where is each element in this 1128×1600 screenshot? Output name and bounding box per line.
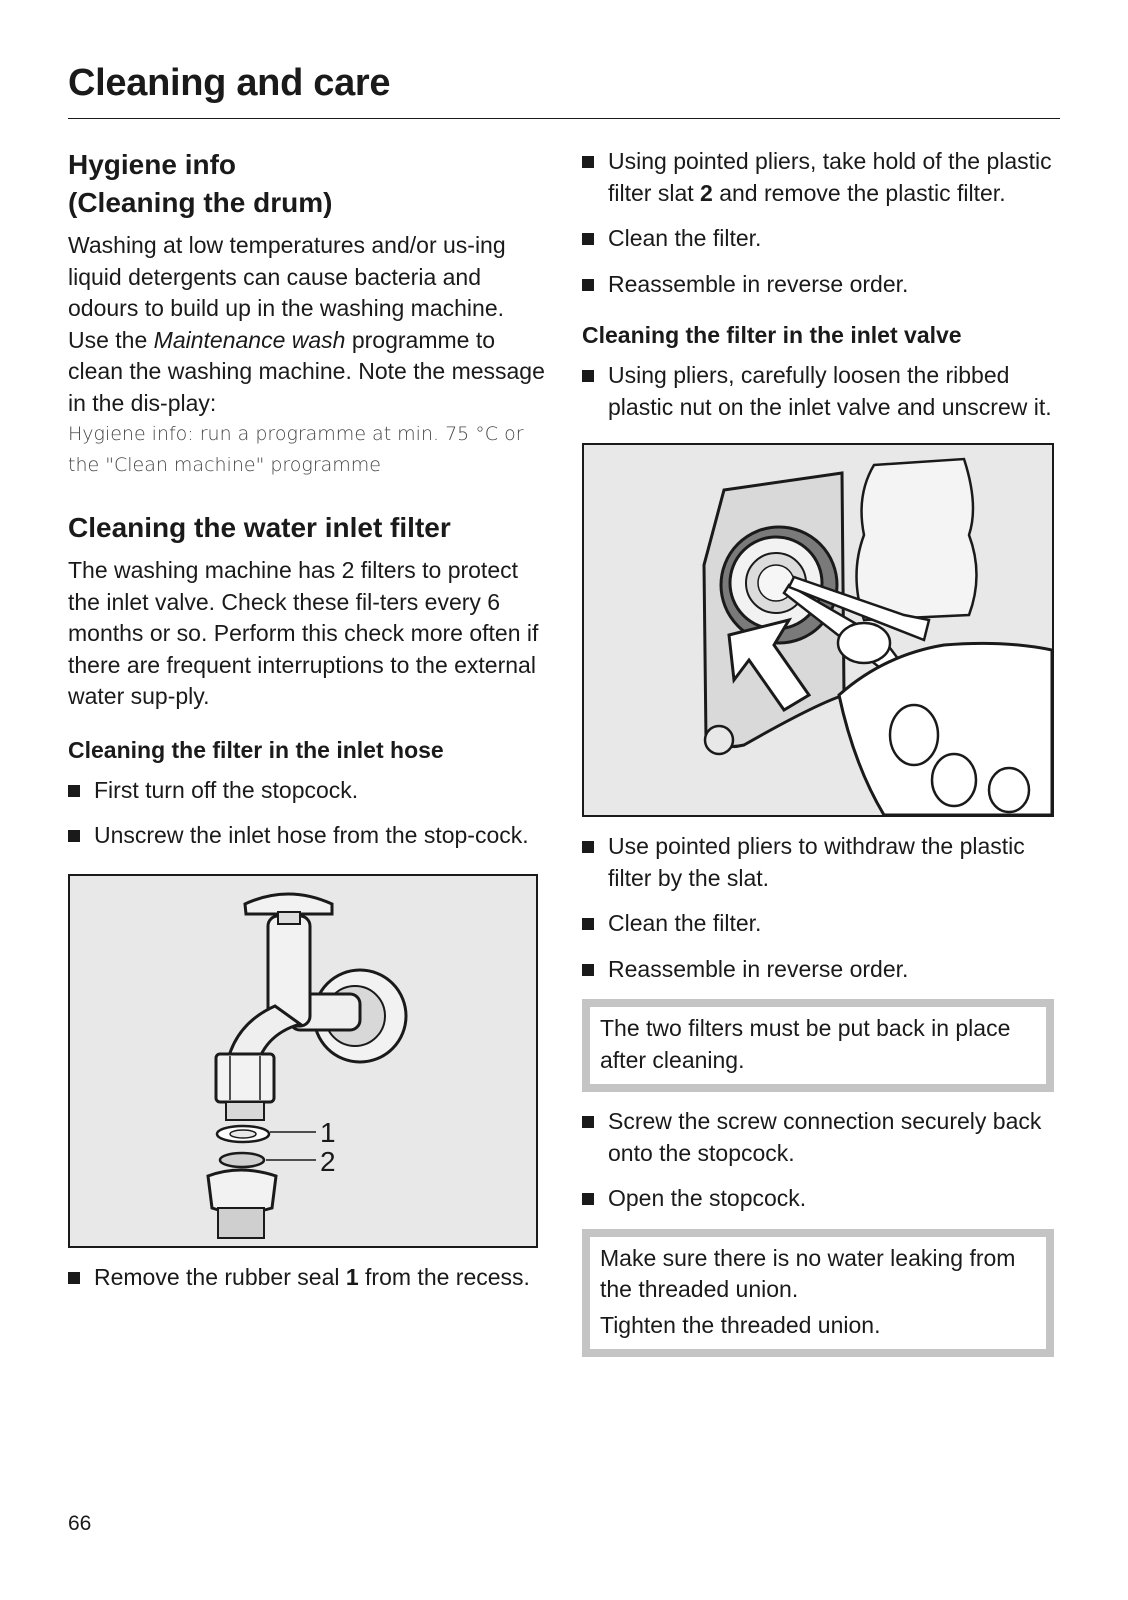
inlet-filter-heading: Cleaning the water inlet filter bbox=[68, 512, 451, 543]
bullet-text: Use pointed pliers to withdraw the plastic filter by the slat. bbox=[608, 833, 1025, 891]
bullet-square-icon bbox=[582, 370, 594, 382]
bullet-screw-connection bbox=[582, 1106, 1062, 1169]
bullet-square-icon bbox=[68, 785, 80, 797]
bullet-withdraw-filter bbox=[582, 831, 1062, 894]
hygiene-heading-line2: (Cleaning the drum) bbox=[68, 187, 333, 218]
bullet-text: Screw the screw connection securely back onto the stopcock. bbox=[608, 1108, 1042, 1166]
title-divider bbox=[68, 118, 1060, 119]
bullet-square-icon bbox=[68, 830, 80, 842]
bullet-remove-seal bbox=[68, 1262, 548, 1294]
bullet-square-icon bbox=[582, 964, 594, 976]
bullet-text: Clean the filter. bbox=[608, 225, 762, 251]
inlet-valve-figure bbox=[582, 443, 1054, 817]
bullet-square-icon bbox=[582, 1193, 594, 1205]
bullet-bold-ref: 1 bbox=[345, 1263, 359, 1290]
bullet-clean-filter bbox=[582, 223, 1062, 255]
bullet-unscrew-hose bbox=[68, 820, 548, 852]
left-column bbox=[68, 146, 548, 1293]
bullet-reassemble-2 bbox=[582, 954, 1062, 986]
bullet-text: First turn off the stopcock. bbox=[94, 776, 359, 803]
hygiene-heading-line1: Hygiene info bbox=[68, 149, 237, 180]
hygiene-heading bbox=[68, 146, 548, 222]
bullet-text: from the recess. bbox=[358, 1263, 530, 1290]
bullet-square-icon bbox=[582, 841, 594, 853]
figure-label-2: 2 bbox=[320, 1145, 336, 1177]
bullet-square-icon bbox=[582, 918, 594, 930]
bullet-text: Remove the rubber seal bbox=[94, 1263, 346, 1290]
right-column bbox=[582, 146, 1062, 1357]
display-message: Hygiene info: run a programme at min. 75 °C or the "Clean machine" programme bbox=[68, 423, 524, 476]
page-title: Cleaning and care bbox=[68, 62, 391, 104]
stopcock-illustration bbox=[70, 876, 536, 1246]
bullet-square-icon bbox=[68, 1272, 80, 1284]
bullet-text: Reassemble in reverse order. bbox=[608, 270, 909, 297]
inlet-valve-illustration bbox=[584, 445, 1052, 815]
bullet-square-icon bbox=[582, 1116, 594, 1128]
bullet-loosen-nut bbox=[582, 360, 1062, 423]
bullet-reassemble bbox=[582, 269, 1062, 301]
inlet-filter-paragraph: The washing machine has 2 filters to protect the inlet valve. Check these fil-ters every 6 months or so. Perform this check more often if there are frequent interruptions to the external water sup-ply. bbox=[68, 557, 539, 709]
hygiene-text-1: Washing at low temperatures and/or us-ing liquid detergents can cause bacteria and odours to build up in the washing machine. Use the bbox=[68, 232, 506, 353]
maintenance-wash-term: Maintenance wash bbox=[153, 326, 346, 353]
bullet-bold-ref: 2 bbox=[700, 179, 713, 206]
note-text: Tighten the threaded union. bbox=[600, 1311, 881, 1338]
bullet-text: Clean the filter. bbox=[608, 910, 762, 936]
inlet-valve-heading: Cleaning the filter in the inlet valve bbox=[582, 322, 962, 348]
note-text: Make sure there is no water leaking from the threaded union. bbox=[600, 1244, 1016, 1302]
bullet-square-icon bbox=[582, 233, 594, 245]
inlet-hose-heading: Cleaning the filter in the inlet hose bbox=[68, 736, 444, 763]
bullet-text: Using pliers, carefully loosen the ribbed plastic nut on the inlet valve and unscrew it. bbox=[608, 362, 1052, 420]
bullet-text: Unscrew the inlet hose from the stop-cock. bbox=[94, 822, 529, 848]
hygiene-paragraph bbox=[68, 230, 548, 419]
stopcock-figure bbox=[68, 874, 538, 1248]
bullet-turn-off-stopcock bbox=[68, 775, 548, 807]
note-text: The two filters must be put back in place after cleaning. bbox=[600, 1015, 1011, 1073]
note-leak-check bbox=[582, 1229, 1054, 1358]
figure-label-1: 1 bbox=[320, 1116, 336, 1148]
bullet-clean-filter-2 bbox=[582, 908, 1062, 940]
bullet-text: Reassemble in reverse order. bbox=[608, 955, 909, 982]
bullet-open-stopcock bbox=[582, 1183, 1062, 1215]
bullet-text: and remove the plastic filter. bbox=[712, 179, 1006, 206]
bullet-pliers-slat bbox=[582, 146, 1062, 209]
bullet-text: Using pointed pliers, take hold of the plastic filter slat bbox=[608, 148, 1052, 206]
bullet-square-icon bbox=[582, 279, 594, 291]
bullet-text: Open the stopcock. bbox=[608, 1185, 807, 1211]
note-filters-back bbox=[582, 999, 1054, 1092]
bullet-square-icon bbox=[582, 156, 594, 168]
page-number: 66 bbox=[68, 1512, 92, 1535]
hygiene-text-2: programme to clean the washing machine. Note the message in the dis-play: bbox=[68, 326, 545, 416]
